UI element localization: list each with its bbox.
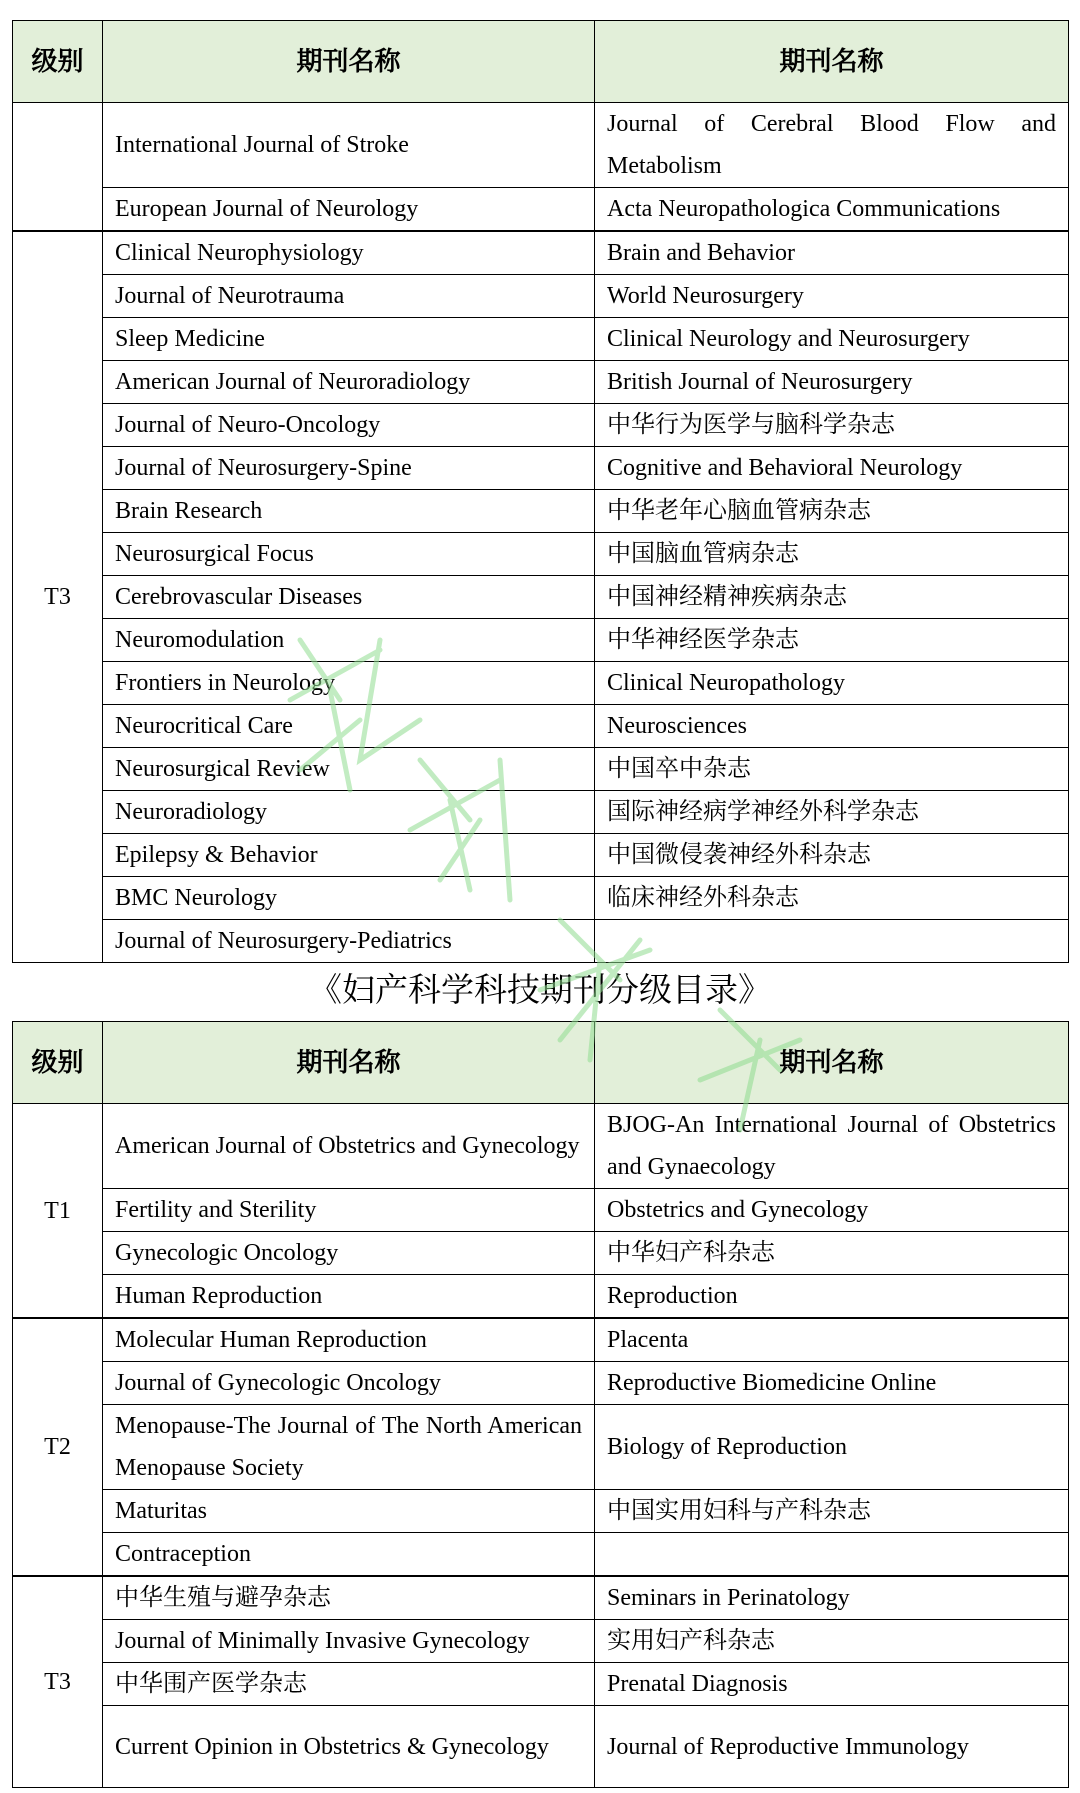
journal-cell: Menopause-The Journal of The North American Menopause Society (103, 1405, 595, 1490)
journal-cell: 中国脑血管病杂志 (595, 533, 1069, 576)
journal-cell: 中华老年心脑血管病杂志 (595, 490, 1069, 533)
journal-cell: Neuroradiology (103, 791, 595, 834)
table-row (13, 834, 1069, 877)
journal-cell: Reproductive Biomedicine Online (595, 1362, 1069, 1405)
neurology-journal-table (12, 20, 1069, 963)
journal-cell: Epilepsy & Behavior (103, 834, 595, 877)
journal-cell: International Journal of Stroke (103, 103, 595, 188)
journal-cell: Journal of Neurosurgery-Spine (103, 447, 595, 490)
journal-cell: Cognitive and Behavioral Neurology (595, 447, 1069, 490)
table-row (13, 1620, 1069, 1663)
level-cell: T3 (13, 1576, 103, 1788)
journal-cell: Journal of Neuro-Oncology (103, 404, 595, 447)
journal-cell: 中国实用妇科与产科杂志 (595, 1490, 1069, 1533)
journal-cell: Biology of Reproduction (595, 1405, 1069, 1490)
journal-cell: 中华神经医学杂志 (595, 619, 1069, 662)
table-row (13, 1232, 1069, 1275)
journal-cell: BMC Neurology (103, 877, 595, 920)
journal-cell: 中华生殖与避孕杂志 (103, 1576, 595, 1620)
table-row (13, 748, 1069, 791)
level-header: 级别 (13, 21, 103, 103)
table-row (13, 533, 1069, 576)
journal-cell: Obstetrics and Gynecology (595, 1189, 1069, 1232)
journal-cell: Clinical Neurophysiology (103, 231, 595, 275)
journal-cell: Neurosurgical Focus (103, 533, 595, 576)
journal-cell: 中华妇产科杂志 (595, 1232, 1069, 1275)
table-row (13, 318, 1069, 361)
table-row (13, 447, 1069, 490)
table-row (13, 1189, 1069, 1232)
journal-cell: Clinical Neuropathology (595, 662, 1069, 705)
level-cell: T1 (13, 1104, 103, 1319)
table-header-row (13, 21, 1069, 103)
table-row (13, 1533, 1069, 1577)
table-row (13, 1663, 1069, 1706)
level-cell: T3 (13, 231, 103, 963)
table-row (13, 662, 1069, 705)
section-caption: 《妇产科学科技期刊分级目录》 (309, 970, 771, 1009)
t2-group (13, 1318, 1069, 1576)
journal-cell: Contraception (103, 1533, 595, 1577)
t1-group (13, 1104, 1069, 1319)
journal-cell: Neuromodulation (103, 619, 595, 662)
journal-cell: American Journal of Neuroradiology (103, 361, 595, 404)
journal-cell: Gynecologic Oncology (103, 1232, 595, 1275)
journal-cell: Current Opinion in Obstetrics & Gynecology (103, 1706, 595, 1788)
journal-cell: Frontiers in Neurology (103, 662, 595, 705)
journal-cell: American Journal of Obstetrics and Gynecology (103, 1104, 595, 1189)
journal-cell: Journal of Neurotrauma (103, 275, 595, 318)
journal-cell: Seminars in Perinatology (595, 1576, 1069, 1620)
table-row (13, 188, 1069, 232)
t3-group (13, 231, 1069, 963)
journal-cell: Cerebrovascular Diseases (103, 576, 595, 619)
journal-cell: British Journal of Neurosurgery (595, 361, 1069, 404)
table-row (13, 1706, 1069, 1788)
table-row (13, 619, 1069, 662)
journal-name-header: 期刊名称 (595, 1022, 1069, 1104)
table-row (13, 1104, 1069, 1189)
journal-cell: Brain Research (103, 490, 595, 533)
table-row (13, 791, 1069, 834)
journal-cell: Journal of Reproductive Immunology (595, 1706, 1069, 1788)
journal-cell: Brain and Behavior (595, 231, 1069, 275)
journal-cell: Neurocritical Care (103, 705, 595, 748)
level-cell (13, 103, 103, 232)
journal-cell: World Neurosurgery (595, 275, 1069, 318)
journal-cell: Neurosurgical Review (103, 748, 595, 791)
level-header: 级别 (13, 1022, 103, 1104)
journal-cell: Neurosciences (595, 705, 1069, 748)
journal-cell (595, 1533, 1069, 1577)
journal-cell: Journal of Gynecologic Oncology (103, 1362, 595, 1405)
table-row (13, 576, 1069, 619)
journal-name-header: 期刊名称 (103, 1022, 595, 1104)
table-row (13, 1405, 1069, 1490)
table-row (13, 1275, 1069, 1319)
table-row (13, 1490, 1069, 1533)
table-row (13, 705, 1069, 748)
journal-cell: Journal of Minimally Invasive Gynecology (103, 1620, 595, 1663)
t3-group (13, 1576, 1069, 1788)
obgyn-journal-table (12, 1021, 1069, 1788)
journal-cell: European Journal of Neurology (103, 188, 595, 232)
journal-cell: 国际神经病学神经外科学杂志 (595, 791, 1069, 834)
table-row (13, 1318, 1069, 1362)
journal-cell: BJOG-An International Journal of Obstetrics and Gynaecology (595, 1104, 1069, 1189)
table-row (13, 1362, 1069, 1405)
journal-cell: Journal of Cerebral Blood Flow and Metabolism (595, 103, 1069, 188)
table-row (13, 404, 1069, 447)
journal-cell: Reproduction (595, 1275, 1069, 1319)
journal-cell: Journal of Neurosurgery-Pediatrics (103, 920, 595, 963)
table-row (13, 920, 1069, 963)
journal-cell: Molecular Human Reproduction (103, 1318, 595, 1362)
table-row (13, 231, 1069, 275)
journal-cell: 实用妇产科杂志 (595, 1620, 1069, 1663)
journal-cell: Placenta (595, 1318, 1069, 1362)
journal-cell: 中国微侵袭神经外科杂志 (595, 834, 1069, 877)
table-row (13, 877, 1069, 920)
journal-cell: 临床神经外科杂志 (595, 877, 1069, 920)
journal-cell: Maturitas (103, 1490, 595, 1533)
table-header-row (13, 1022, 1069, 1104)
table-row (13, 103, 1069, 188)
journal-cell: Fertility and Sterility (103, 1189, 595, 1232)
journal-cell: Sleep Medicine (103, 318, 595, 361)
level-cell: T2 (13, 1318, 103, 1576)
table-row (13, 275, 1069, 318)
journal-cell: Clinical Neurology and Neurosurgery (595, 318, 1069, 361)
journal-cell: Prenatal Diagnosis (595, 1663, 1069, 1706)
journal-cell: 中国神经精神疾病杂志 (595, 576, 1069, 619)
journal-cell: 中国卒中杂志 (595, 748, 1069, 791)
table-row (13, 361, 1069, 404)
journal-cell: 中华围产医学杂志 (103, 1663, 595, 1706)
journal-cell: Acta Neuropathologica Communications (595, 188, 1069, 232)
journal-cell: 中华行为医学与脑科学杂志 (595, 404, 1069, 447)
journal-name-header: 期刊名称 (103, 21, 595, 103)
journal-cell: Human Reproduction (103, 1275, 595, 1319)
table-row (13, 1576, 1069, 1620)
journal-name-header: 期刊名称 (595, 21, 1069, 103)
table-row (13, 490, 1069, 533)
journal-cell (595, 920, 1069, 963)
